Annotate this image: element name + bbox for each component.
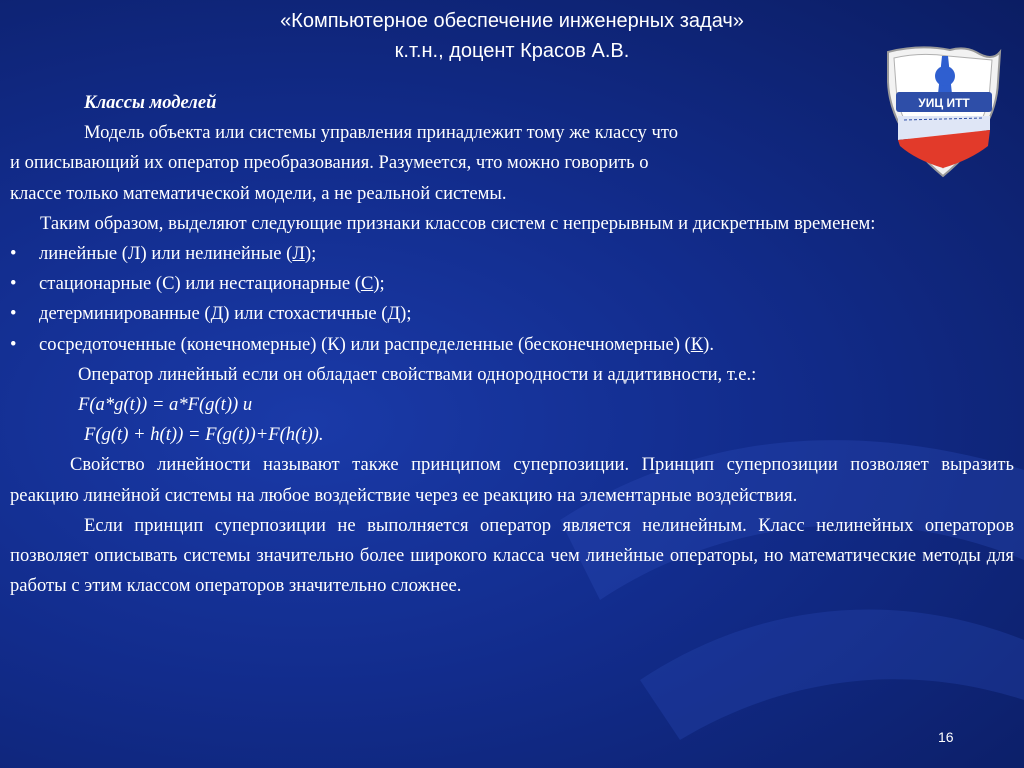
list-item: • линейные (Л) или нелинейные (Л); bbox=[10, 239, 1014, 269]
course-title: «Компьютерное обеспечение инженерных задач» bbox=[280, 10, 744, 32]
svg-text:УИЦ ИТТ: УИЦ ИТТ bbox=[918, 96, 970, 110]
bullet-dot: • bbox=[10, 333, 17, 355]
paragraph-4: Свойство линейности называют также принципом суперпозиции. Принцип суперпозиции позволяет выразить реакцию линейной системы на любое воздействие через ее реакцию на элементарные воздействия. bbox=[10, 454, 1014, 506]
list-item: • стационарные (С) или нестационарные (С); bbox=[10, 269, 1014, 299]
paragraph-1-line-2: и описывающий их оператор преобразования. Разумеется, что можно говорить о bbox=[10, 152, 649, 174]
section-title: Классы моделей bbox=[84, 92, 217, 113]
paragraph-5: Если принцип суперпозиции не выполняется оператор является нелинейным. Класс нелинейных операторов позволяет описывать системы значительно более широкого класса чем линейные операторы, но математические методы для работы с этим классом операторов значительно сложнее. bbox=[10, 514, 1014, 597]
list-item: • сосредоточенные (конечномерные) (К) или распределенные (бесконечномерные) (К). bbox=[10, 330, 1014, 360]
author-line: к.т.н., доцент Красов А.В. bbox=[394, 40, 630, 62]
paragraph-1-line-1: Модель объекта или системы управления принадлежит тому же классу что bbox=[84, 122, 678, 144]
paragraph-2: Таким образом, выделяют следующие признаки классов систем с непрерывным и дискретным временем: bbox=[40, 212, 876, 234]
formula-homogeneity: F(a*g(t)) = a*F(g(t)) и bbox=[78, 394, 253, 416]
formula-additivity: F(g(t) + h(t)) = F(g(t))+F(h(t)). bbox=[84, 424, 324, 446]
bullet-dot: • bbox=[10, 273, 17, 295]
slide-body bbox=[10, 88, 1014, 601]
list-item: • детерминированные (Д) или стохастичные (Д); bbox=[10, 299, 1014, 329]
slide-number: 16 bbox=[938, 729, 954, 745]
bullet-dot: • bbox=[10, 303, 17, 325]
paragraph-1-line-3: классе только математической модели, а не реальной системы. bbox=[10, 182, 507, 204]
slide-header bbox=[0, 6, 1024, 66]
paragraph-3: Оператор линейный если он обладает свойствами однородности и аддитивности, т.е.: bbox=[78, 363, 757, 385]
bullet-dot: • bbox=[10, 243, 17, 265]
